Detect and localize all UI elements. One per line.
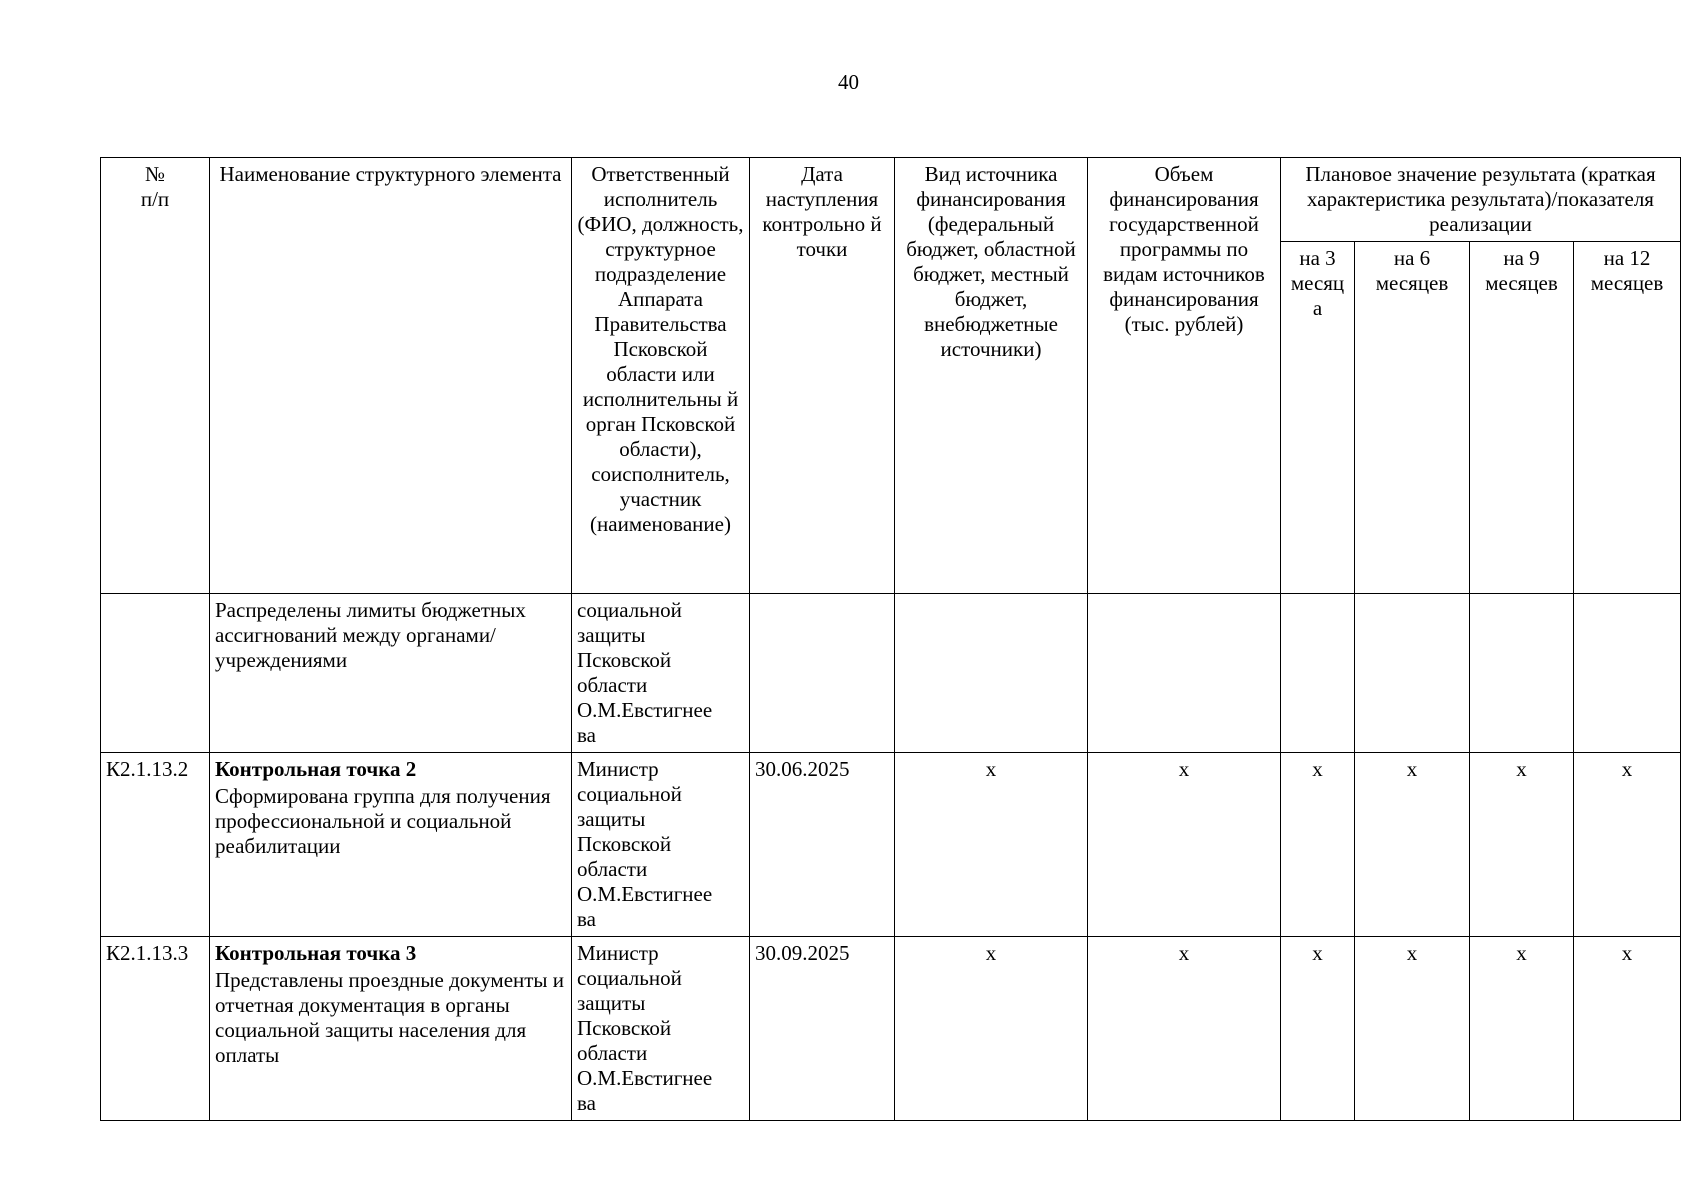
- row-source: х: [895, 937, 1088, 1121]
- row-num: К2.1.13.3: [101, 937, 210, 1121]
- row-m3: [1281, 594, 1355, 753]
- row-source: х: [895, 753, 1088, 937]
- table-row: [101, 937, 1681, 1121]
- row-m9: х: [1470, 937, 1574, 1121]
- row-m9: [1470, 594, 1574, 753]
- row-volume: х: [1088, 937, 1281, 1121]
- row-desc: Представлены проездные документы и отчетная документация в органы социальной защиты населения для оплаты: [215, 968, 565, 1067]
- row-m3: х: [1281, 937, 1355, 1121]
- header-plan: Плановое значение результата (краткая характеристика результата)/показателя реализации: [1281, 158, 1681, 242]
- row-name: [210, 937, 572, 1121]
- row-date: 30.06.2025: [750, 753, 895, 937]
- control-points-table: [100, 157, 1681, 1121]
- row-m6: х: [1355, 753, 1470, 937]
- row-date: [750, 594, 895, 753]
- header-source: Вид источника финансирования (федеральный бюджет, областной бюджет, местный бюджет, внебюджетные источники): [895, 158, 1088, 594]
- row-volume: [1088, 594, 1281, 753]
- header-date: Дата наступления контрольно й точки: [750, 158, 895, 594]
- row-title: Контрольная точка 3: [215, 941, 417, 965]
- row-m12: х: [1574, 753, 1681, 937]
- row-num: К2.1.13.2: [101, 753, 210, 937]
- row-m9: х: [1470, 753, 1574, 937]
- header-m3: на 3 месяц а: [1281, 242, 1355, 594]
- row-m12: х: [1574, 937, 1681, 1121]
- row-responsible: социальной защиты Псковской области О.М.Евстигнее ва: [572, 594, 750, 753]
- row-responsible: Министр социальной защиты Псковской области О.М.Евстигнее ва: [572, 937, 750, 1121]
- header-m6: на 6 месяцев: [1355, 242, 1470, 594]
- row-name: [210, 753, 572, 937]
- header-m9: на 9 месяцев: [1470, 242, 1574, 594]
- row-date: 30.09.2025: [750, 937, 895, 1121]
- header-name: Наименование структурного элемента: [210, 158, 572, 594]
- row-title: Контрольная точка 2: [215, 757, 417, 781]
- row-desc: Распределены лимиты бюджетных ассигнований между органами/учреждениями: [215, 598, 526, 672]
- row-m6: [1355, 594, 1470, 753]
- row-source: [895, 594, 1088, 753]
- header-volume: Объем финансирования государственной программы по видам источников финансирования (тыс. рублей): [1088, 158, 1281, 594]
- row-num: [101, 594, 210, 753]
- header-responsible: Ответственный исполнитель (ФИО, должность, структурное подразделение Аппарата Правительства Псковской области или исполнительны й орган Псковской области), соисполнитель, участник (наименование): [572, 158, 750, 594]
- row-m3: х: [1281, 753, 1355, 937]
- table-row: [101, 753, 1681, 937]
- row-name: [210, 594, 572, 753]
- row-desc: Сформирована группа для получения профессиональной и социальной реабилитации: [215, 784, 551, 858]
- header-m12: на 12 месяцев: [1574, 242, 1681, 594]
- row-volume: х: [1088, 753, 1281, 937]
- header-num: № п/п: [101, 158, 210, 594]
- row-responsible: Министр социальной защиты Псковской области О.М.Евстигнее ва: [572, 753, 750, 937]
- row-m12: [1574, 594, 1681, 753]
- table-row: [101, 594, 1681, 753]
- row-m6: х: [1355, 937, 1470, 1121]
- page-number: 40: [838, 70, 859, 94]
